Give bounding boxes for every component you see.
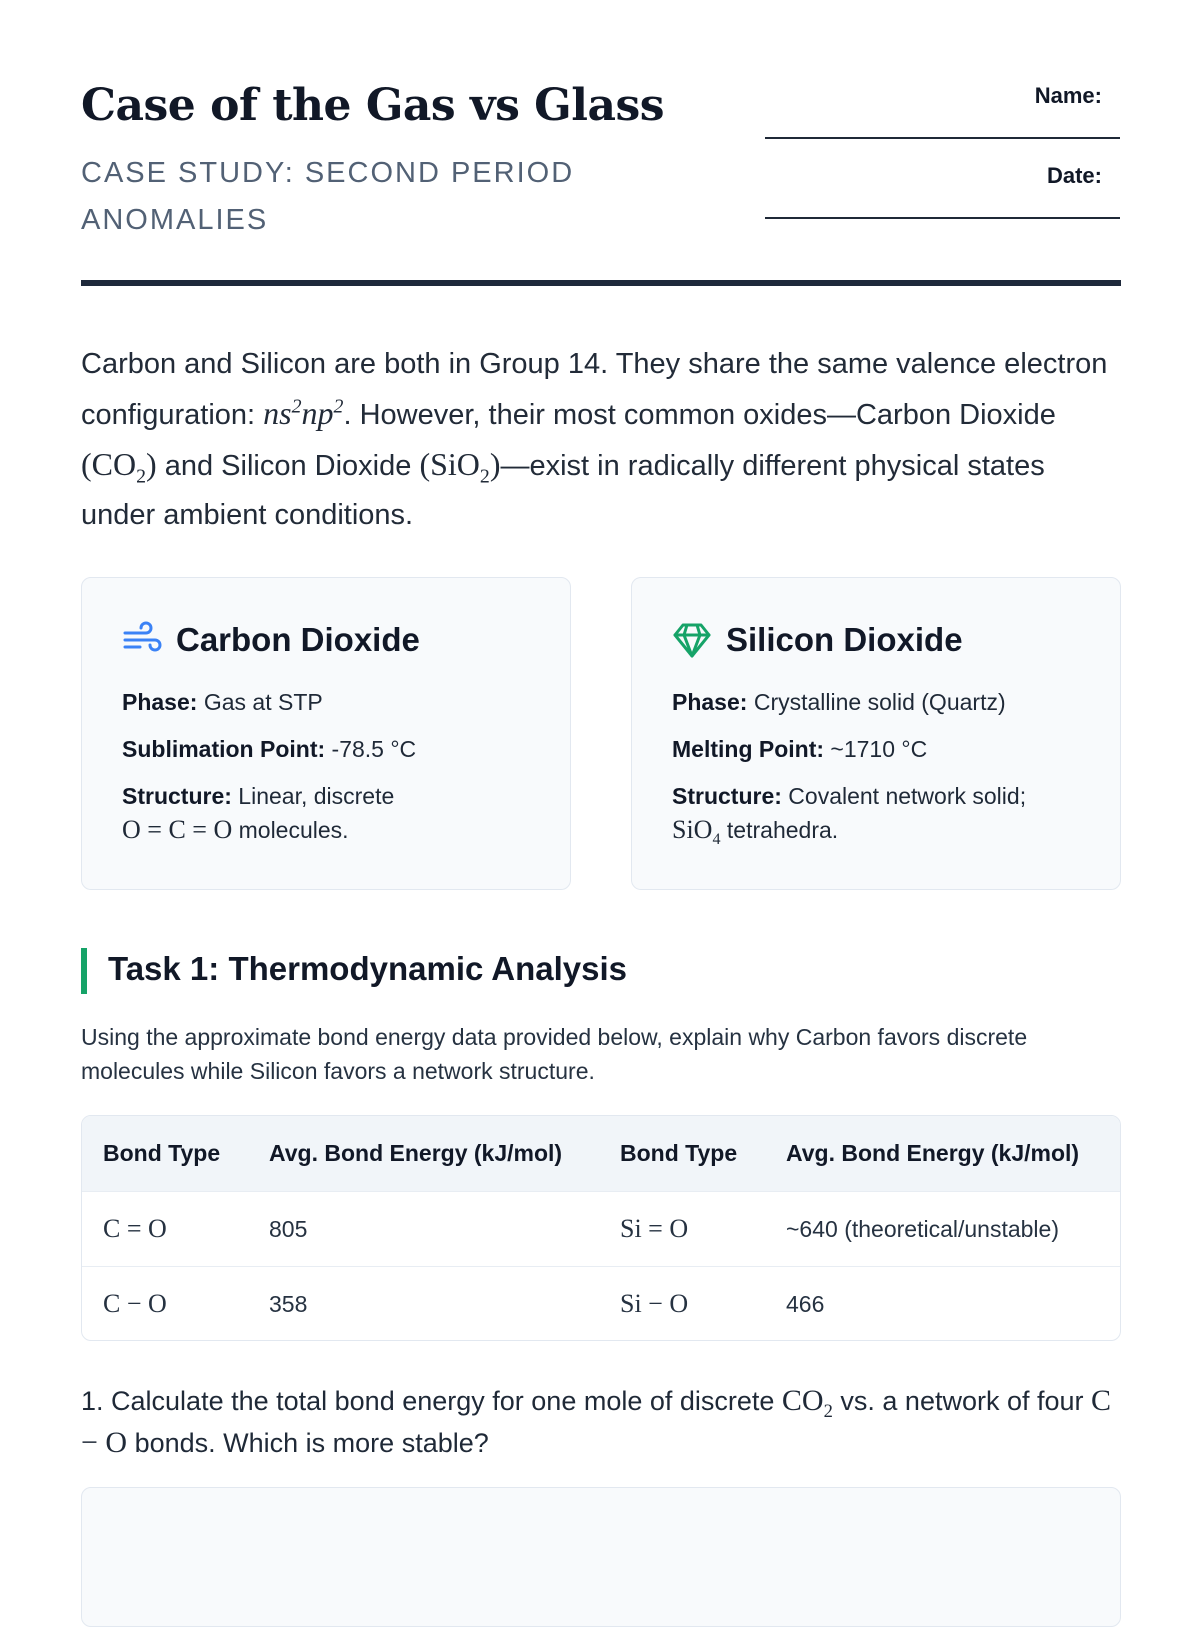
- phase-row: Phase: Gas at STP: [122, 689, 323, 715]
- table-cell: Si = O: [599, 1192, 765, 1267]
- table-row: [82, 1192, 1120, 1267]
- intro-text: and Silicon Dioxide: [156, 450, 420, 482]
- date-field[interactable]: [765, 217, 1120, 219]
- card-header: [122, 620, 420, 660]
- bond-energy-table: [81, 1115, 1121, 1341]
- column-header: Bond Type: [599, 1116, 765, 1192]
- bond-formula: C − O: [81, 1384, 1112, 1459]
- answer-box[interactable]: [81, 1487, 1121, 1627]
- card-title: Carbon Dioxide: [176, 621, 420, 658]
- header-divider: [81, 280, 1121, 286]
- table-cell: C − O: [82, 1267, 248, 1342]
- column-header: Bond Type: [82, 1116, 248, 1192]
- task-title: Task 1: Thermodynamic Analysis: [108, 950, 628, 987]
- intro-text: —exist in radically different physical states under ambient conditions.: [81, 450, 1045, 531]
- table-cell: 358: [248, 1267, 599, 1342]
- page-title: Case of the Gas vs Glass: [81, 80, 665, 131]
- card-title: Silicon Dioxide: [726, 621, 963, 658]
- melting-row: Melting Point: ~1710 °C: [672, 736, 928, 762]
- structure-formula: SiO$_4$: [672, 815, 721, 849]
- sublimation-row: Sublimation Point: -78.5 °C: [122, 736, 417, 762]
- table-cell: 805: [248, 1192, 599, 1267]
- wind-icon: [122, 620, 162, 660]
- sio2-formula: (SiO$_2$): [419, 446, 501, 488]
- page-subtitle: CASE STUDY: SECOND PERIOD ANOMALIES: [81, 157, 575, 236]
- task-accent-bar: [81, 948, 87, 994]
- intro-paragraph: [81, 340, 1121, 540]
- name-label: Name:: [1034, 83, 1102, 108]
- co2-formula: $(CO_2)$: [81, 446, 157, 488]
- table-cell: ~640 (theoretical/unstable): [765, 1192, 1120, 1267]
- task-description: Using the approximate bond energy data provided below, explain why Carbon favors discrete molecules while Silicon favors a network structure.: [81, 1024, 1028, 1084]
- carbon-dioxide-card: [81, 577, 571, 890]
- table-header-row: [82, 1116, 1120, 1192]
- column-header: Avg. Bond Energy (kJ/mol): [765, 1116, 1120, 1192]
- structure-row: Structure: Covalent network solid; SiO$_4$ tetrahedra.: [672, 783, 1027, 849]
- intro-text: . However, their most common oxides—Carbon Dioxide: [343, 399, 1056, 431]
- silicon-dioxide-card: [631, 577, 1121, 890]
- table-row: [82, 1267, 1120, 1342]
- table-cell: C = O: [82, 1192, 248, 1267]
- structure-row: Structure: Linear, discrete O = C = O molecules.: [122, 783, 395, 844]
- column-header: Avg. Bond Energy (kJ/mol): [248, 1116, 599, 1192]
- card-header: [672, 620, 963, 660]
- gem-icon: [672, 620, 712, 660]
- question-1: 1. Calculate the total bond energy for one mole of discrete $CO_2$ vs. a network of four C − O bonds. Which is more stable?: [81, 1384, 1112, 1459]
- name-field[interactable]: [765, 137, 1120, 139]
- co2-formula: $CO_2$: [781, 1384, 833, 1422]
- date-label: Date:: [1046, 163, 1102, 188]
- intro-text: Carbon and Silicon are both in Group 14. They share the same valence electron configuration:: [81, 348, 1108, 431]
- electron-config: $ns^2np^2$: [263, 395, 344, 431]
- phase-row: Phase: Crystalline solid (Quartz): [672, 689, 1006, 715]
- table-cell: Si − O: [599, 1267, 765, 1342]
- table-cell: 466: [765, 1267, 1120, 1342]
- structure-formula: O = C = O: [122, 815, 233, 844]
